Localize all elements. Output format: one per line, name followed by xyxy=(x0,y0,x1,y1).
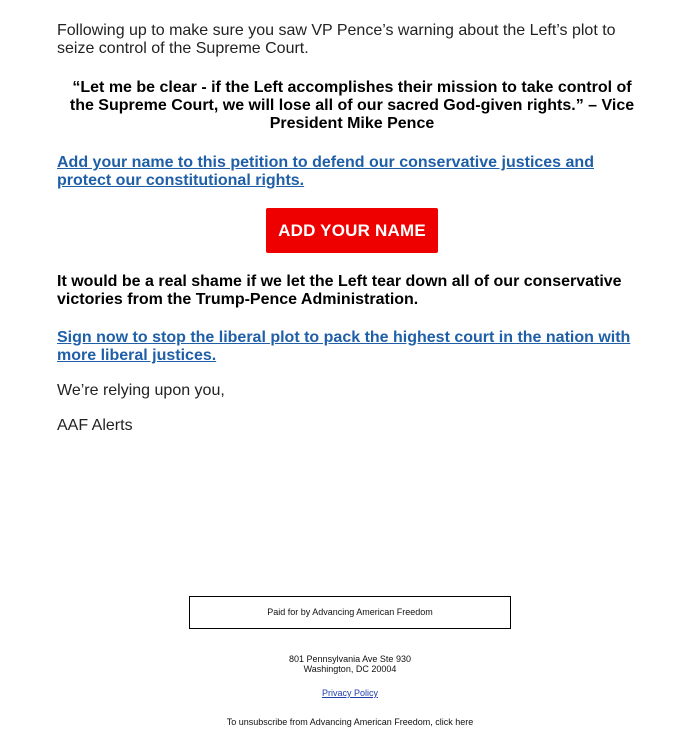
cta-container xyxy=(57,208,647,253)
shame-paragraph: It would be a real shame if we let the Left tear down all of our conservative victories from the Trump-Pence Administration. xyxy=(57,273,622,308)
paid-for-disclaimer: Paid for by Advancing American Freedom xyxy=(189,596,511,629)
closing-line: We’re relying upon you, xyxy=(57,382,225,399)
address-line-2: Washington, DC 20004 xyxy=(303,664,397,674)
address-line-1: 801 Pennsylvania Ave Ste 930 xyxy=(289,654,411,664)
sign-now-link[interactable]: Sign now to stop the liberal plot to pack the highest court in the nation with more liberal justices. xyxy=(57,329,631,364)
intro-paragraph: Following up to make sure you saw VP Pence’s warning about the Left’s plot to seize control of the Supreme Court. xyxy=(57,22,616,57)
petition-link[interactable]: Add your name to this petition to defend our conservative justices and protect our constitutional rights. xyxy=(57,154,594,189)
pence-quote: “Let me be clear - if the Left accomplishes their mission to take control of the Supreme Court, we will lose all of our sacred God-given rights.” – Vice President Mike Pence xyxy=(69,79,635,132)
mailing-address xyxy=(0,654,700,674)
privacy-container xyxy=(0,688,700,699)
privacy-policy-link[interactable]: Privacy Policy xyxy=(321,688,378,698)
signature: AAF Alerts xyxy=(57,417,133,434)
unsubscribe-link[interactable]: To unsubscribe from Advancing American Freedom, click here xyxy=(226,717,474,727)
add-your-name-button[interactable]: ADD YOUR NAME xyxy=(266,208,438,253)
email-body xyxy=(57,22,647,435)
